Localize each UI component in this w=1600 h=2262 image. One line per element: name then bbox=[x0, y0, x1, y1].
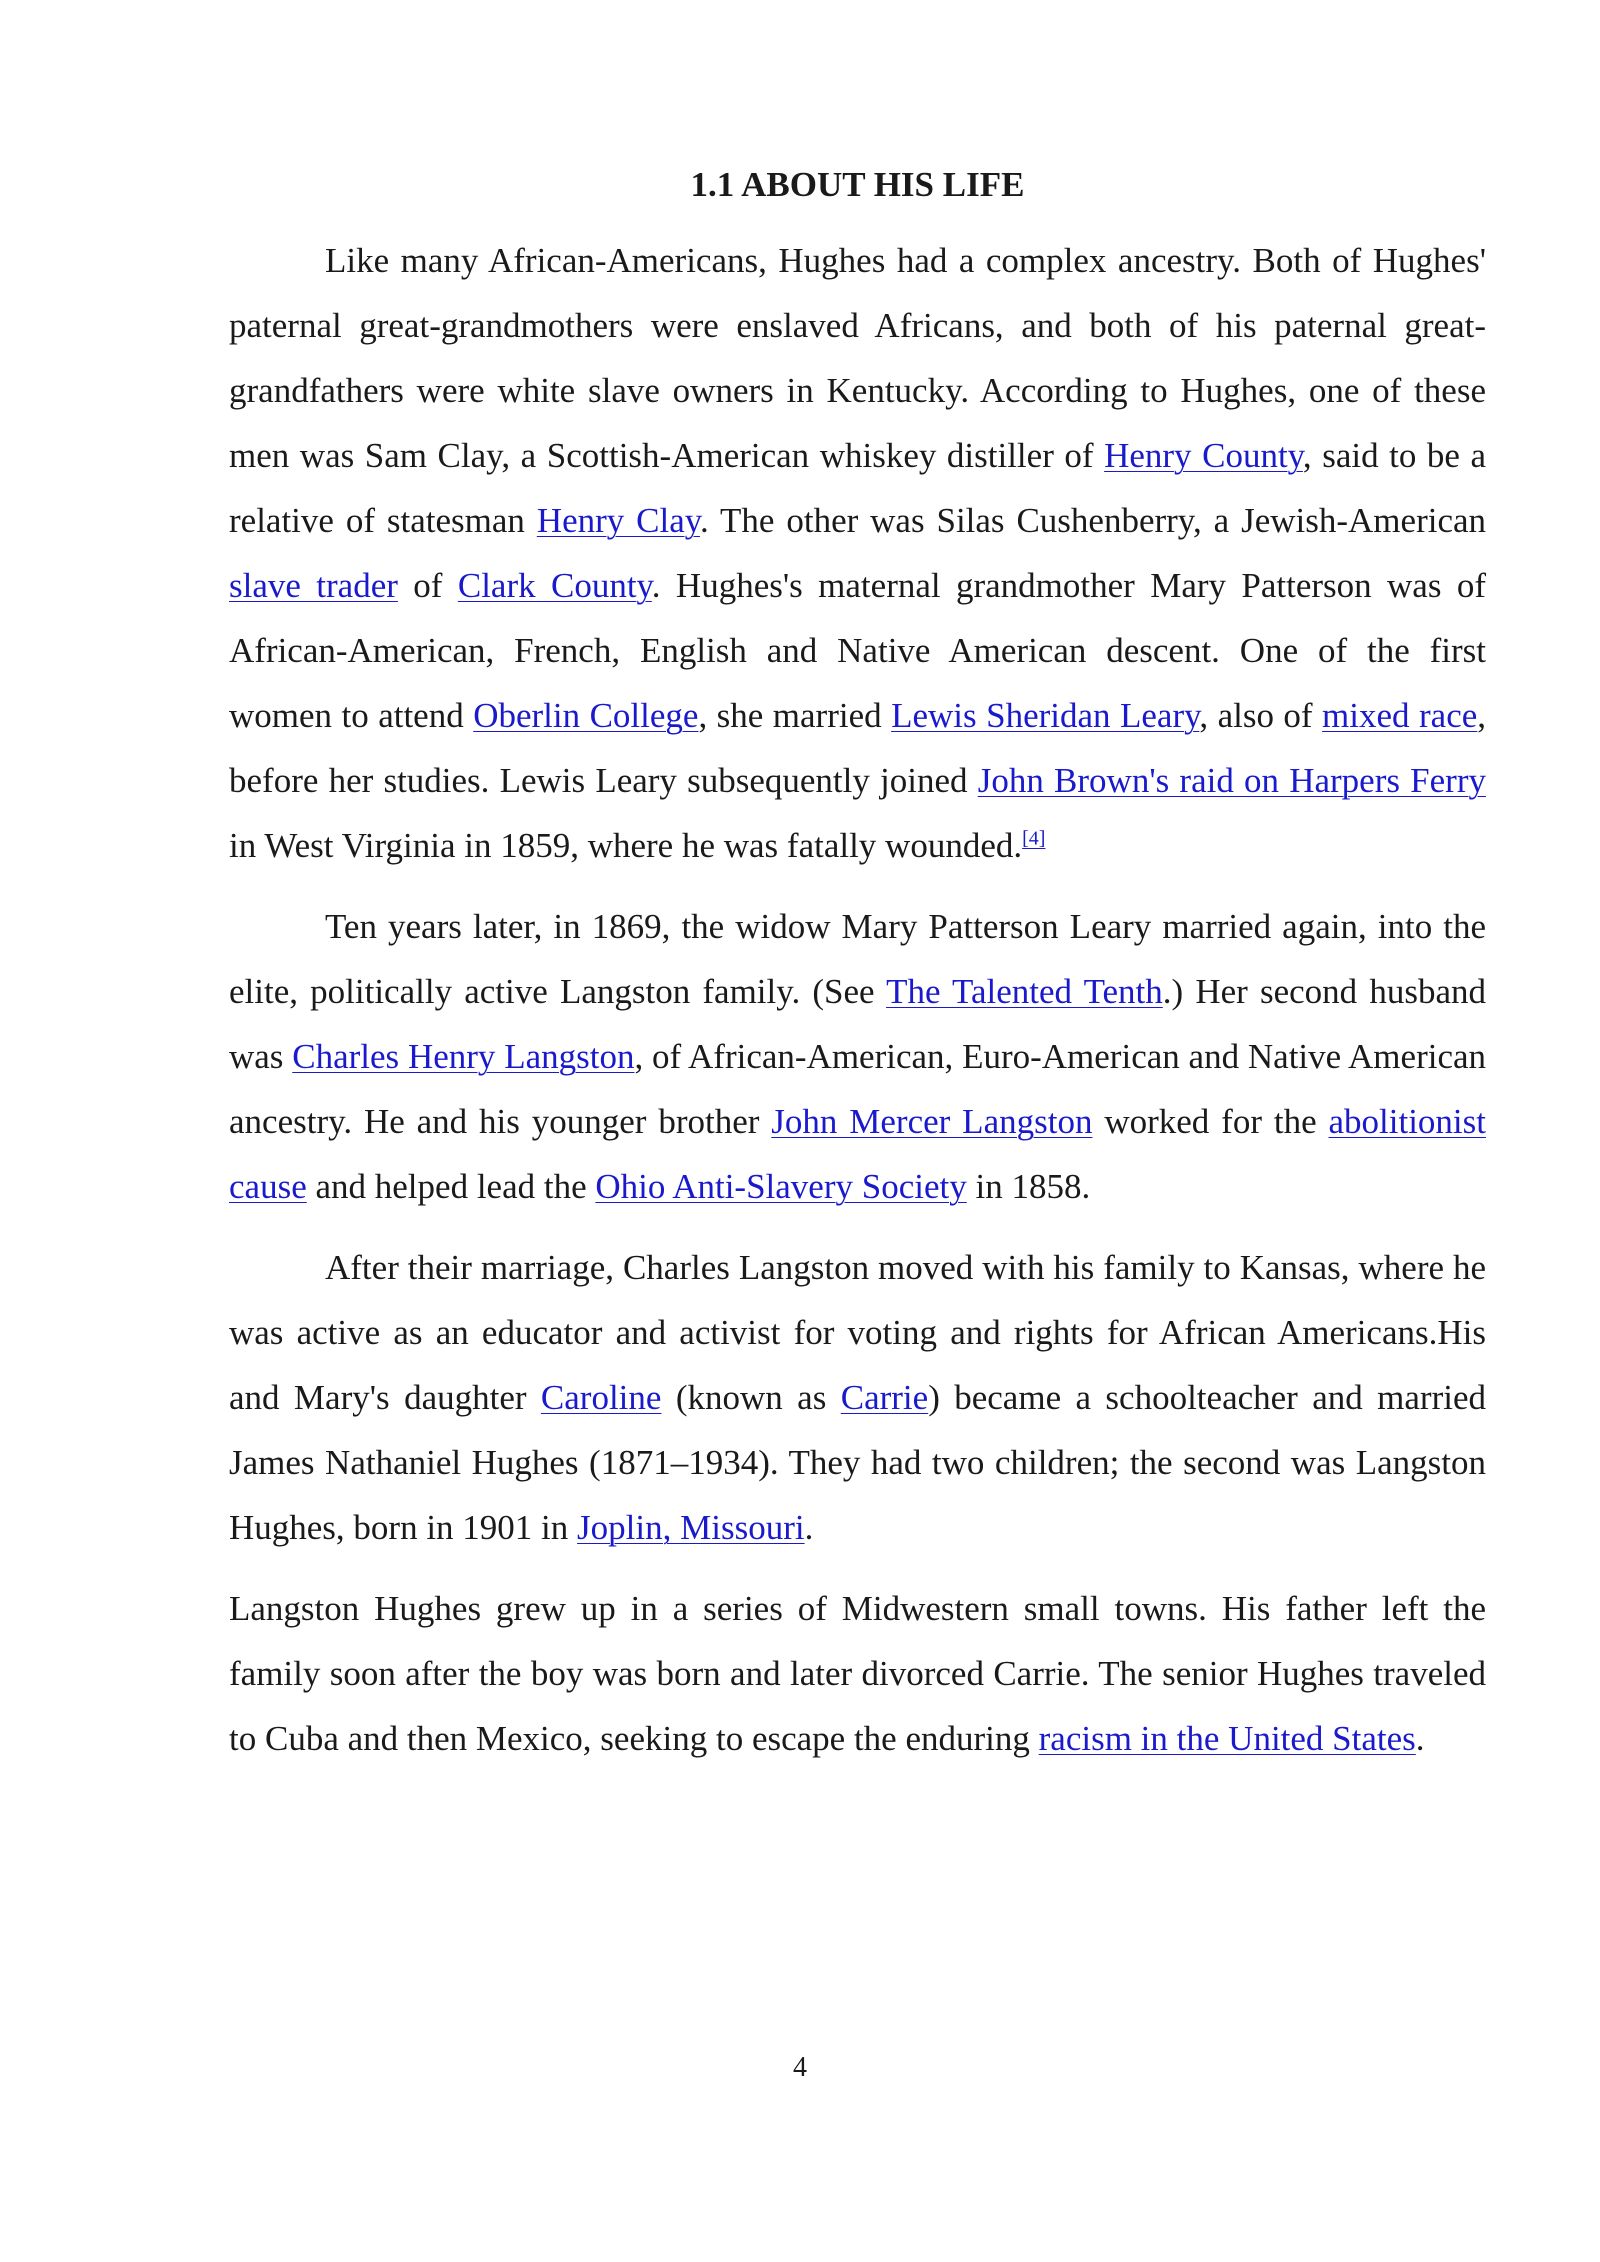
link-caroline[interactable]: Caroline bbox=[540, 1378, 662, 1417]
paragraph-text: , also of bbox=[1199, 696, 1323, 735]
link-mixed-race[interactable]: mixed race bbox=[1322, 696, 1478, 735]
paragraph-text: , said to be a relative of statesman bbox=[229, 436, 1486, 540]
link-racism-in-the-united-states[interactable]: racism in the United States bbox=[1038, 1719, 1416, 1758]
paragraph-text: in 1858. bbox=[966, 1167, 1091, 1206]
section-heading: 1.1 ABOUT HIS LIFE bbox=[690, 165, 1025, 204]
paragraph-childhood bbox=[229, 1576, 1486, 1771]
paragraph-text: (known as bbox=[661, 1378, 841, 1417]
citation-link-4[interactable]: [4] bbox=[1022, 827, 1046, 850]
link-henry-county[interactable]: Henry County bbox=[1104, 436, 1303, 475]
link-joplin-missouri[interactable]: Joplin, Missouri bbox=[577, 1508, 805, 1547]
paragraph-text: . bbox=[804, 1508, 814, 1547]
paragraph-text: ) became a schoolteacher and married James Nathaniel Hughes (1871–1934). They had two children; the second was Langston Hughes, born in 1901 in bbox=[229, 1378, 1486, 1547]
paragraph-text: . bbox=[1415, 1719, 1425, 1758]
paragraph-marriage-kansas bbox=[229, 1235, 1486, 1560]
link-ohio-anti-slavery-society[interactable]: Ohio Anti-Slavery Society bbox=[595, 1167, 967, 1206]
link-oberlin-college[interactable]: Oberlin College bbox=[473, 696, 699, 735]
paragraph-text: . The other was Silas Cushenberry, a Jewish-American bbox=[700, 501, 1487, 540]
page-content bbox=[229, 158, 1486, 1787]
paragraph-text: . Hughes's maternal grandmother Mary Patterson was of African-American, French, English and Native American descent. One of the first women to attend bbox=[229, 566, 1487, 735]
paragraph-text: of bbox=[397, 566, 458, 605]
link-abolitionist-cause[interactable]: abolitionist cause bbox=[229, 1102, 1486, 1206]
paragraph-text: .) Her second husband was bbox=[229, 972, 1486, 1076]
link-clark-county[interactable]: Clark County bbox=[457, 566, 652, 605]
link-charles-henry-langston[interactable]: Charles Henry Langston bbox=[292, 1037, 635, 1076]
paragraph-langston-family bbox=[229, 894, 1486, 1219]
paragraph-text: worked for the bbox=[1092, 1102, 1329, 1141]
link-talented-tenth[interactable]: The Talented Tenth bbox=[886, 972, 1163, 1011]
paragraph-text: , before her studies. Lewis Leary subsequently joined bbox=[229, 696, 1487, 800]
paragraph-text: Like many African-Americans, Hughes had a complex ancestry. Both of Hughes' paternal great-grandmothers were enslaved Africans, and both of his paternal great-grandfathers were white slave owners in Kentucky. According to Hughes, one of these men was Sam Clay, a Scottish-American whiskey distiller of bbox=[229, 241, 1486, 475]
paragraph-text: in West Virginia in 1859, where he was fatally wounded. bbox=[229, 826, 1023, 865]
page-number: 4 bbox=[793, 2052, 807, 2083]
paragraph-text: , of African-American, Euro-American and Native American ancestry. He and his younger brother bbox=[229, 1037, 1487, 1141]
paragraph-text: and helped lead the bbox=[306, 1167, 596, 1206]
paragraph-text: , she married bbox=[698, 696, 892, 735]
paragraph-ancestry bbox=[229, 228, 1486, 878]
paragraph-text: Ten years later, in 1869, the widow Mary Patterson Leary married again, into the elite, politically active Langston family. (See bbox=[229, 907, 1486, 1011]
link-john-browns-raid[interactable]: John Brown's raid on Harpers Ferry bbox=[977, 761, 1486, 800]
link-john-mercer-langston[interactable]: John Mercer Langston bbox=[771, 1102, 1093, 1141]
link-slave-trader[interactable]: slave trader bbox=[229, 566, 398, 605]
link-carrie[interactable]: Carrie bbox=[840, 1378, 929, 1417]
paragraph-text: Langston Hughes grew up in a series of Midwestern small towns. His father left the family soon after the boy was born and later divorced Carrie. The senior Hughes traveled to Cuba and then Mexico, seeking to escape the enduring bbox=[229, 1589, 1486, 1758]
paragraph-text: After their marriage, Charles Langston moved with his family to Kansas, where he was active as an educator and activist for voting and rights for African Americans.His and Mary's daughter bbox=[229, 1248, 1486, 1417]
link-lewis-sheridan-leary[interactable]: Lewis Sheridan Leary bbox=[891, 696, 1200, 735]
link-henry-clay[interactable]: Henry Clay bbox=[536, 501, 701, 540]
